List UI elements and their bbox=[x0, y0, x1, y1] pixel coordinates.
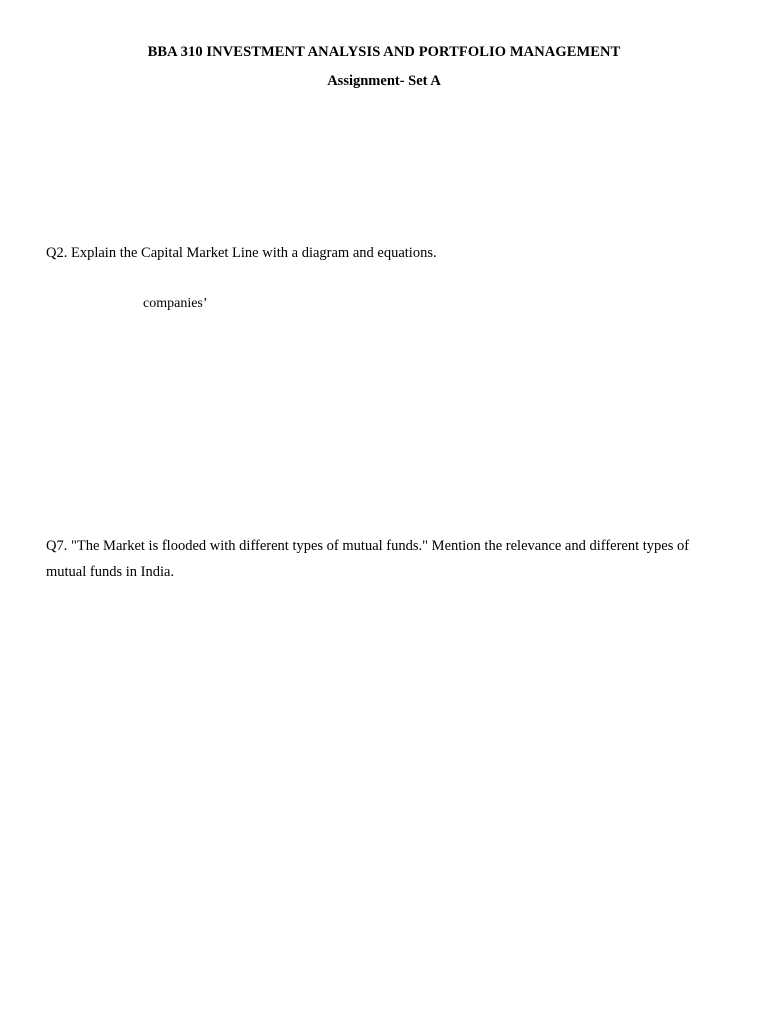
question-q7: Q7. "The Market is flooded with different types of mutual funds." Mention the relevance and different types of mutual funds in India. bbox=[46, 538, 690, 580]
assignment-title: Assignment- Set A bbox=[327, 73, 441, 89]
course-title: BBA 310 INVESTMENT ANALYSIS AND PORTFOLIO MANAGEMENT bbox=[147, 44, 621, 60]
question-q2: Q2. Explain the Capital Market Line with a diagram and equations. bbox=[46, 245, 437, 261]
text-fragment: companies’ bbox=[143, 296, 208, 311]
